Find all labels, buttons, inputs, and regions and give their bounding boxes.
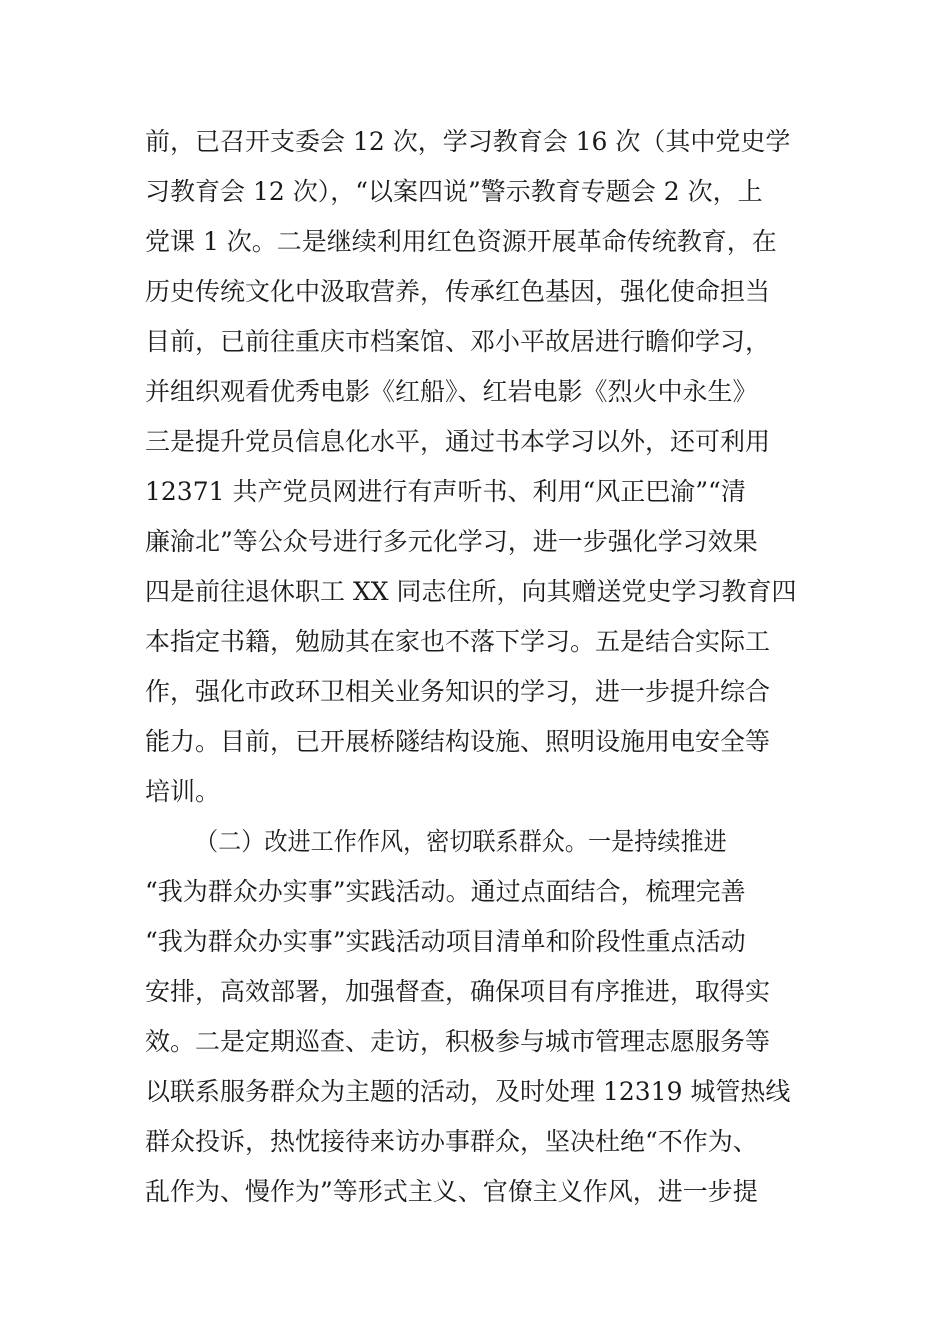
text-line: 以联系服务群众为主题的活动，及时处理 12319 城管热线 <box>145 1077 791 1106</box>
text-line: 党课 1 次。二是继续利用红色资源开展革命传统教育，在 <box>145 227 777 256</box>
text-line: 作，强化市政环卫相关业务知识的学习，进一步提升综合 <box>145 677 771 706</box>
text-line: 安排，高效部署，加强督查，确保项目有序推进，取得实 <box>145 977 771 1006</box>
text-line: 习教育会 12 次），“以案四说”警示教育专题会 2 次，上 <box>145 177 763 206</box>
text-line: 前，已召开支委会 12 次，学习教育会 16 次（其中党史学 <box>145 127 791 156</box>
text-line: 群众投诉，热忱接待来访办事群众，坚决杜绝“不作为、 <box>145 1127 758 1156</box>
text-line: 能力。目前，已开展桥隧结构设施、照明设施用电安全等 <box>145 727 771 756</box>
text-line: 12371 共产党员网进行有声听书、利用“风正巴渝”“清 <box>145 477 746 506</box>
text-line: “我为群众办实事”实践活动。通过点面结合，梳理完善 <box>145 877 746 906</box>
text-line: 并组织观看优秀电影《红船》、红岩电影《烈火中永生》 <box>145 377 758 406</box>
text-line: 效。二是定期巡查、走访，积极参与城市管理志愿服务等 <box>145 1027 771 1056</box>
text-line: 培训。 <box>145 777 221 806</box>
text-line: 廉渝北”等公众号进行多元化学习，进一步强化学习效果 <box>145 527 758 556</box>
text-line: 四是前往退休职工 XX 同志住所，向其赠送党史学习教育四 <box>145 577 797 606</box>
text-line: 历史传统文化中汲取营养，传承红色基因，强化使命担当 <box>145 277 771 306</box>
text-line: 乱作为、慢作为”等形式主义、官僚主义作风，进一步提 <box>145 1177 758 1206</box>
text-line: 本指定书籍，勉励其在家也不落下学习。五是结合实际工 <box>145 627 771 656</box>
text-line: 三是提升党员信息化水平，通过书本学习以外，还可利用 <box>145 427 771 456</box>
text-line: “我为群众办实事”实践活动项目清单和阶段性重点活动 <box>145 927 746 956</box>
text-line: 目前，已前往重庆市档案馆、邓小平故居进行瞻仰学习， <box>145 327 771 356</box>
section-heading-line: （二）改进工作作风，密切联系群众。一是持续推进 <box>195 827 727 856</box>
